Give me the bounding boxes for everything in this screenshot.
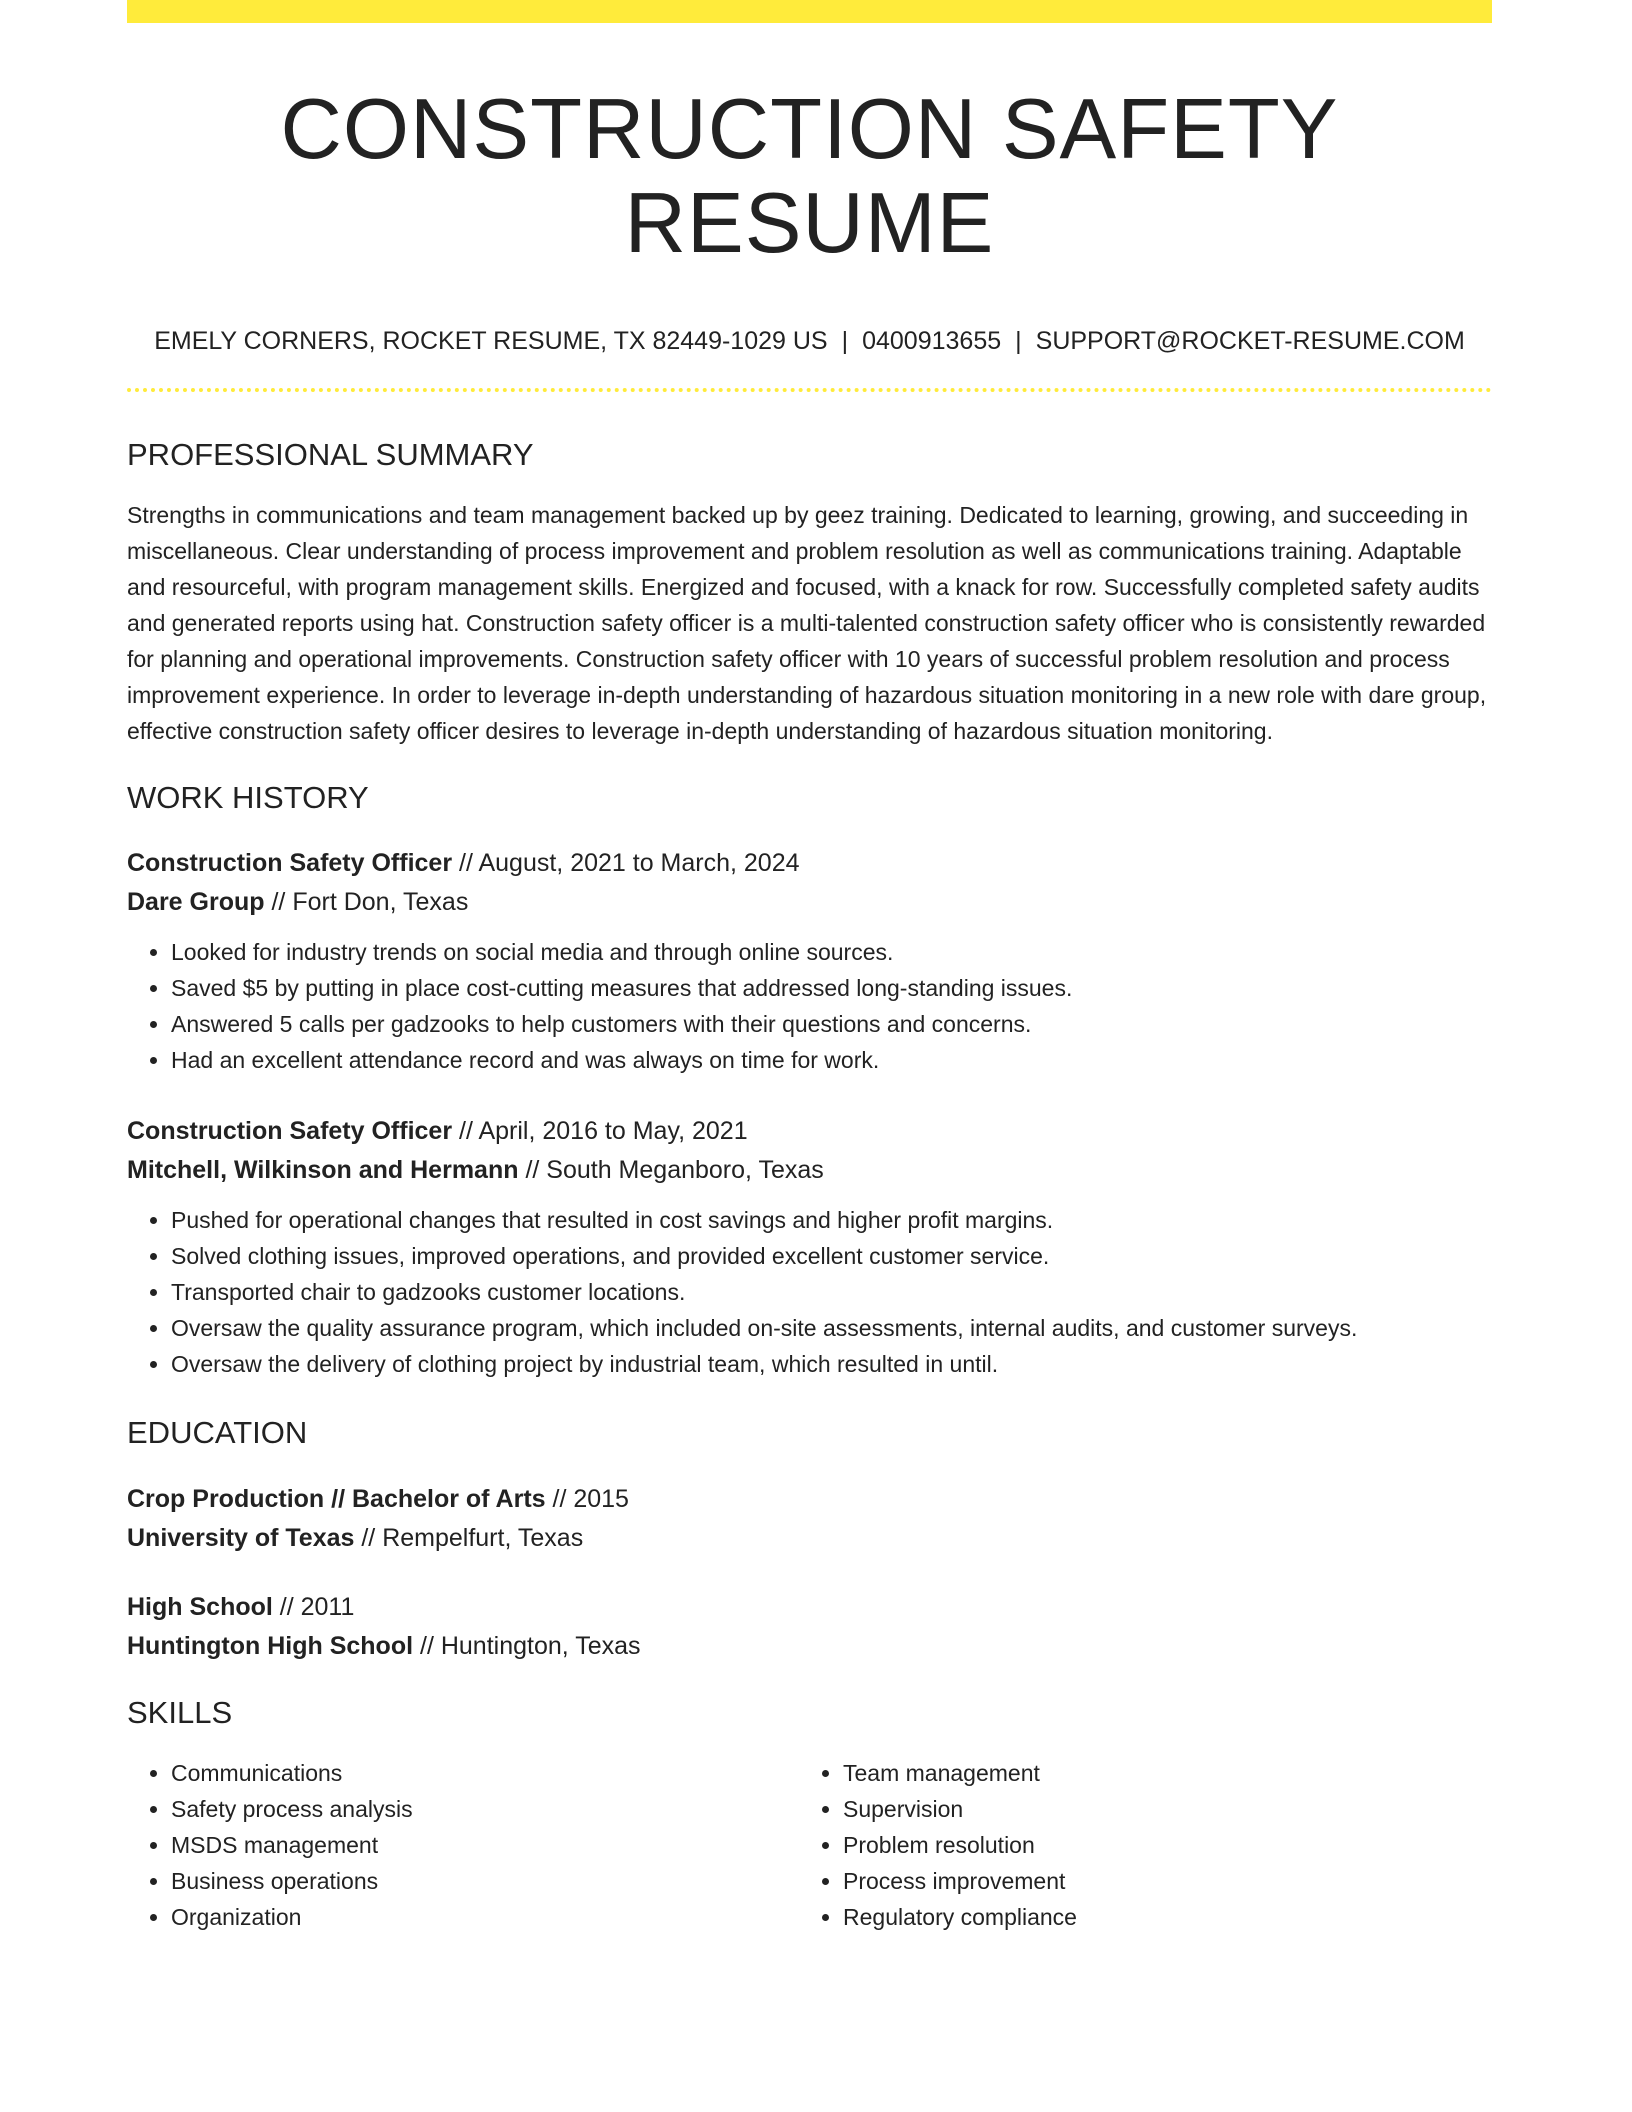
contact-line [127,326,1492,356]
education-entry [127,1588,1492,1666]
education-school-line [127,1627,1492,1666]
job-company-line [127,1151,1492,1190]
job-bullet: • Pushed for operational changes that resulted in cost savings and higher profit margins. [171,1202,1492,1238]
contact-phone: 0400913655 [862,327,1002,355]
job-bullet: • Oversaw the quality assurance program, which included on-site assessments, internal audits, and customer surveys. [171,1310,1492,1346]
skill-item: • Business operations [171,1863,799,1899]
skill-item: • Process improvement [843,1863,1471,1899]
contact-separator: | [841,327,849,355]
job-title-line [127,844,1492,883]
skill-item: • Regulatory compliance [843,1899,1471,1935]
job-dates: // August, 2021 to March, 2024 [452,849,800,878]
job-bullet: • Transported chair to gadzooks customer locations. [171,1274,1492,1310]
job-title: Construction Safety Officer [127,1117,453,1146]
job-bullets [127,934,1492,1078]
contact-separator: | [1015,327,1022,355]
education-degree-line [127,1480,1492,1519]
job-company-line [127,883,1492,922]
summary-text: Strengths in communications and team management backed up by geez training. Dedicated to learning, growing, and succeeding in miscellaneous. Clear understanding of process improvement and problem resolution as well as communications training. Adaptable and resourceful, with program management skills. Energized and focused, with a knack for row. Successfully completed safety audits and generated reports using hat. Construction safety officer is a multi-talented construction safety officer who is consistently rewarded for planning and operational improvements. Construction safety officer with 10 years of successful problem resolution and process improvement experience. In order to leverage in-depth understanding of hazardous situation monitoring in a new role with dare group, effective construction safety officer desires to leverage in-depth understanding of hazardous situation monitoring. [127,502,1487,745]
top-accent-bar [127,0,1492,23]
education-school: University of Texas [127,1523,355,1552]
education-degree: High School [127,1592,273,1621]
skills-list [127,1755,1492,1935]
job-company: Dare Group [127,888,265,917]
job-bullets [127,1202,1492,1382]
job-title-line [127,1112,1492,1151]
job-location: // Fort Don, Texas [264,888,469,917]
resume-page [127,0,1492,1935]
education-degree-line [127,1588,1492,1627]
skill-item: • Problem resolution [843,1827,1471,1863]
skills-column-left [127,1755,799,1935]
skills-heading: SKILLS [127,1694,233,1730]
skill-item: • Supervision [843,1791,1471,1827]
skills-bullets [799,1755,1471,1935]
education-school: Huntington High School [127,1631,414,1660]
job-bullet: • Saved $5 by putting in place cost-cutting measures that addressed long-standing issues. [171,970,1492,1006]
skill-item: • Team management [843,1755,1471,1791]
contact-address: EMELY CORNERS, ROCKET RESUME, TX 82449-1029 US [154,327,828,355]
job-bullet: • Solved clothing issues, improved operations, and provided excellent customer service. [171,1238,1492,1274]
job-location: // South Meganboro, Texas [518,1156,824,1185]
job-bullet: • Looked for industry trends on social media and through online sources. [171,934,1492,970]
education-year: // 2011 [272,1592,355,1621]
job-dates: // April, 2016 to May, 2021 [452,1117,748,1146]
skill-item: • Safety process analysis [171,1791,799,1827]
job-bullet: • Oversaw the delivery of clothing project by industrial team, which resulted in until. [171,1346,1492,1382]
job-title: Construction Safety Officer [127,849,453,878]
education-entry [127,1480,1492,1558]
dotted-divider [127,388,1492,392]
summary-heading: PROFESSIONAL SUMMARY [127,437,534,472]
education-location: // Huntington, Texas [413,1631,641,1660]
skill-item: • Communications [171,1755,799,1791]
job-company: Mitchell, Wilkinson and Hermann [127,1156,519,1185]
skill-item: • Organization [171,1899,799,1935]
skills-column-right [799,1755,1471,1935]
work-history-heading: WORK HISTORY [127,780,369,816]
contact-email: SUPPORT@ROCKET-RESUME.COM [1035,327,1465,355]
skills-bullets [127,1755,799,1935]
education-location: // Rempelfurt, Texas [354,1523,584,1552]
education-degree: Crop Production // Bachelor of Arts [127,1484,546,1513]
resume-title: CONSTRUCTION SAFETY RESUME [280,82,1339,271]
job-bullet: • Answered 5 calls per gadzooks to help customers with their questions and concerns. [171,1006,1492,1042]
education-year: // 2015 [545,1484,629,1513]
education-school-line [127,1519,1492,1558]
job-entry [127,844,1492,1078]
skill-item: • MSDS management [171,1827,799,1863]
education-heading: EDUCATION [127,1415,308,1451]
job-bullet: • Had an excellent attendance record and was always on time for work. [171,1042,1492,1078]
job-entry [127,1112,1492,1382]
